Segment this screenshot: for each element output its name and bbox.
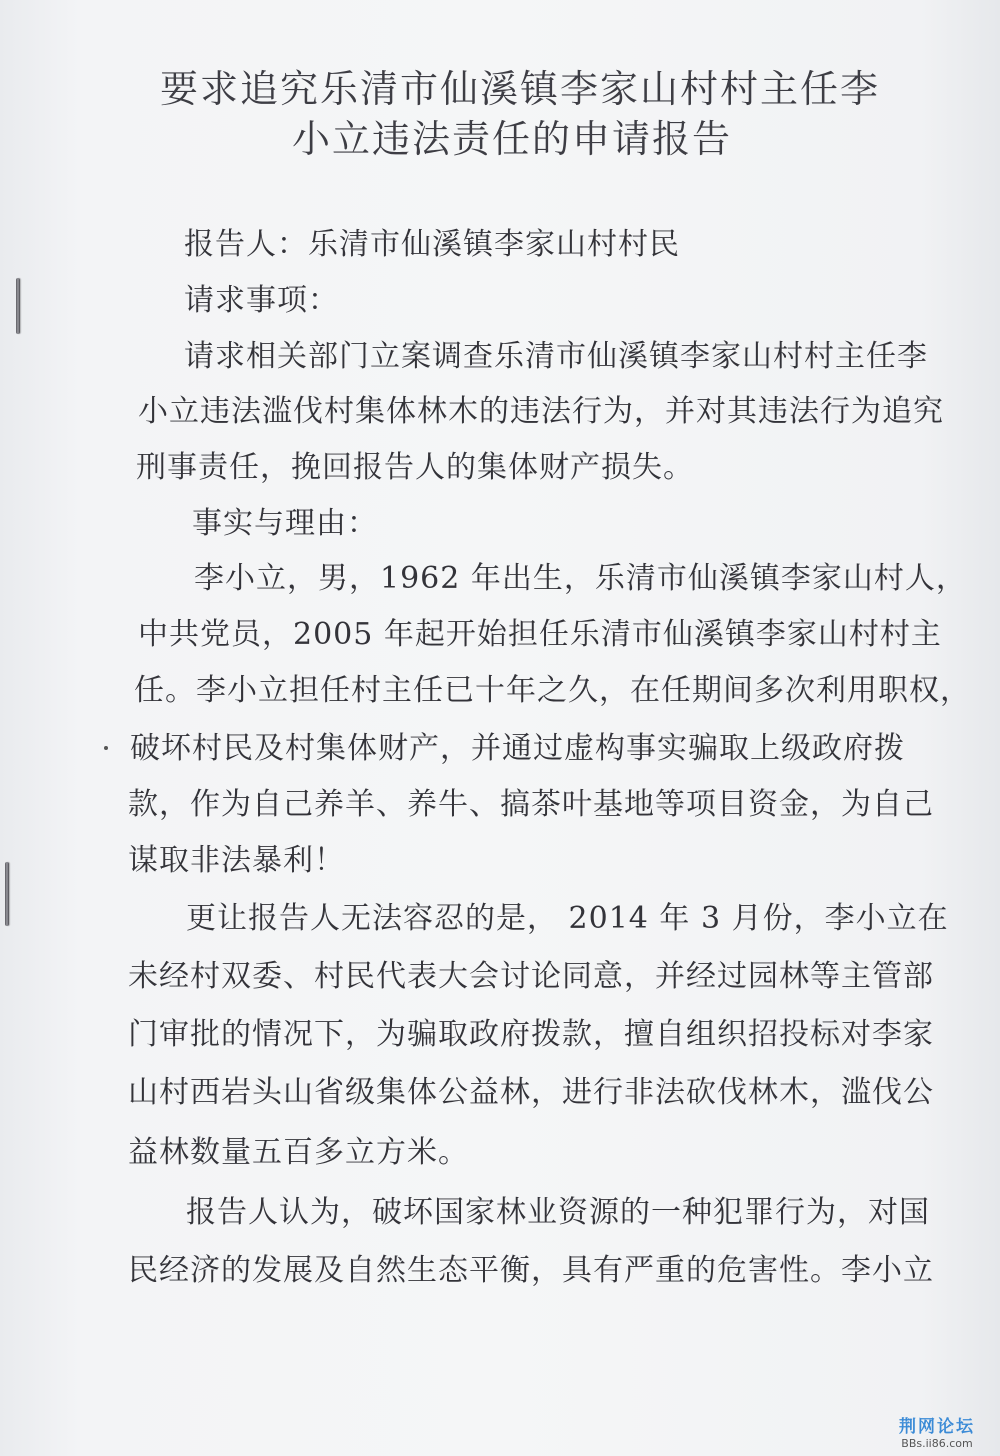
body-line: 民经济的发展及自然生态平衡，具有严重的危害性。李小立	[128, 1253, 934, 1288]
body-line: 破坏村民及村集体财产，并通过虚构事实骗取上级政府拨	[130, 731, 905, 766]
body-line: 山村西岩头山省级集体公益林，进行非法砍伐林木，滥伐公	[128, 1075, 934, 1110]
document-title-line-1: 要求追究乐清市仙溪镇李家山村村主任李	[160, 67, 881, 111]
body-line: 报告人认为，破坏国家林业资源的一种犯罪行为，对国	[186, 1195, 930, 1230]
body-line: 谋取非法暴利！	[128, 843, 345, 878]
document-title-line-2: 小立违法责任的申请报告	[292, 117, 733, 161]
body-line: 门审批的情况下，为骗取政府拨款，擅自组织招投标对李家	[128, 1017, 934, 1052]
body-line: 刑事责任，挽回报告人的集体财产损失。	[136, 450, 694, 485]
body-line: 小立违法滥伐村集体林木的违法行为，并对其违法行为追究	[138, 394, 944, 429]
body-line: 李小立，男，1962 年出生，乐清市仙溪镇李家山村人，	[194, 561, 967, 596]
staple-top	[16, 278, 20, 334]
body-line: 款，作为自己养羊、养牛、搞茶叶基地等项目资金，为自己	[128, 787, 934, 822]
facts-heading: 事实与理由：	[192, 506, 378, 541]
watermark-name: 荆网论坛	[899, 1417, 975, 1438]
body-line: 任。李小立担任村主任已十年之久，在任期间多次利用职权，	[134, 673, 971, 708]
body-line: 请求相关部门立案调查乐清市仙溪镇李家山村村主任李	[184, 339, 928, 374]
body-line: 未经村双委、村民代表大会讨论同意，并经过园林等主管部	[128, 959, 934, 994]
body-line: 中共党员，2005 年起开始担任乐清市仙溪镇李家山村村主	[138, 617, 942, 652]
watermark-url: BBs.ii86.com	[901, 1436, 973, 1450]
request-heading: 请求事项：	[184, 283, 339, 318]
staple-bottom	[5, 862, 9, 926]
site-watermark	[882, 1418, 992, 1450]
ink-dot	[104, 746, 108, 750]
body-line: 更让报告人无法容忍的是， 2014 年 3 月份，李小立在	[186, 901, 949, 936]
body-line: 益林数量五百多立方米。	[128, 1135, 469, 1170]
reporter-line: 报告人：乐清市仙溪镇李家山村村民	[184, 227, 680, 262]
